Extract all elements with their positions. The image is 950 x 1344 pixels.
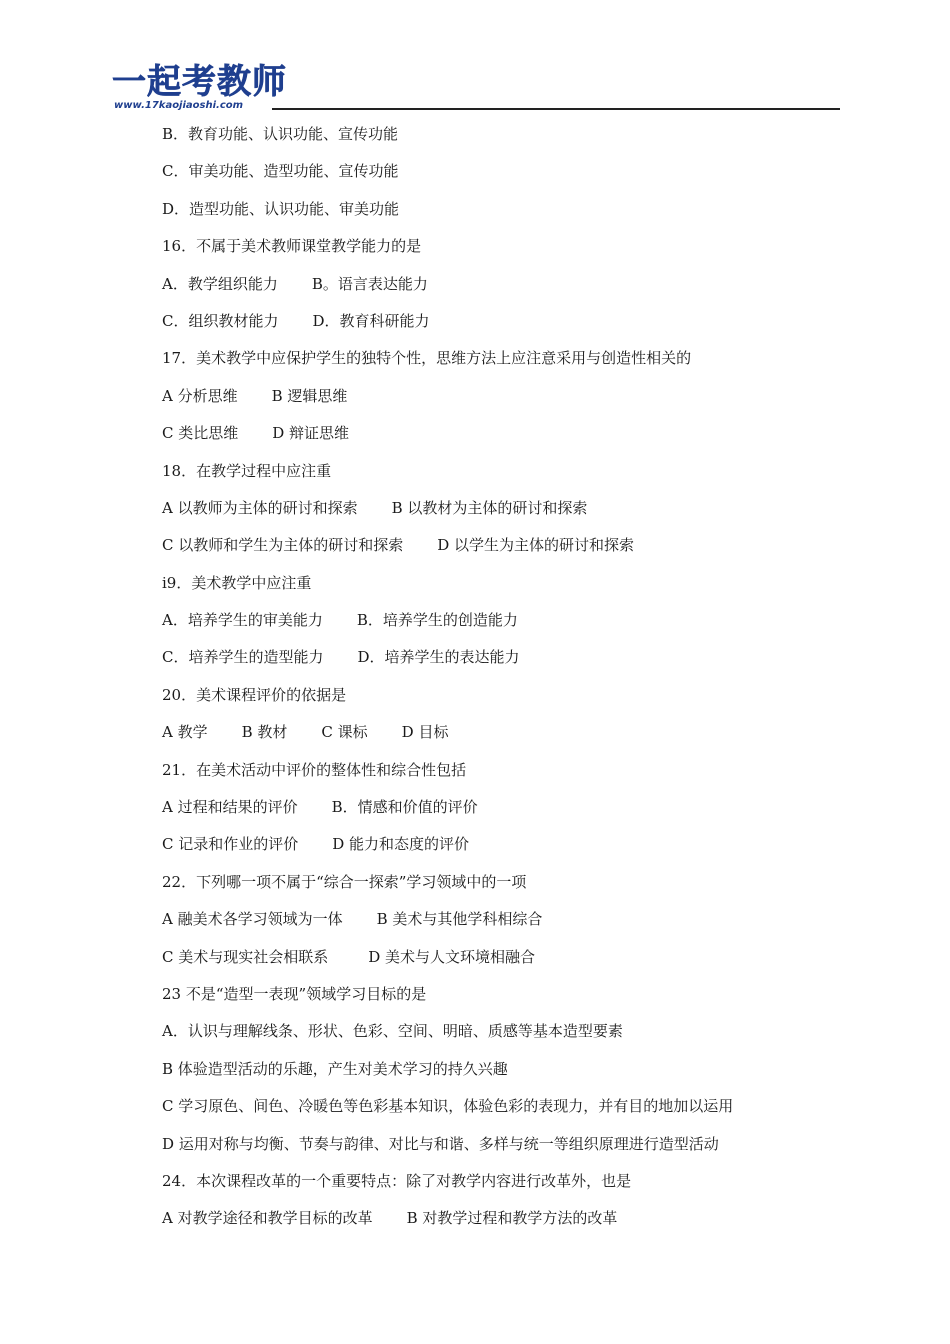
text-line: C．审美功能、造型功能、宣传功能 [162, 162, 399, 181]
option: B 逻辑思维 [271, 386, 348, 405]
option: A 分析思维 [162, 386, 238, 405]
option: A 教学 [162, 723, 208, 742]
option: B 教材 [241, 723, 288, 742]
option: C 美术与现实社会相联系 [162, 947, 329, 966]
question-stem: 22．下列哪一项不属于“综合一探索”学习领域中的一项 [162, 872, 527, 891]
question-content [162, 122, 862, 1244]
option: B．培养学生的创造能力 [356, 611, 518, 630]
option: A．培养学生的审美能力 [162, 611, 323, 630]
option-row [162, 1206, 862, 1243]
option-row [162, 1094, 862, 1131]
option: D 运用对称与均衡、节奏与韵律、对比与和谐、多样与统一等组织原理进行造型活动 [162, 1134, 719, 1153]
option-row [162, 1057, 862, 1094]
option: C 学习原色、间色、冷暖色等色彩基本知识，体验色彩的表现力，并有目的地加以运用 [162, 1097, 734, 1116]
option-row [162, 309, 862, 346]
option: A 过程和结果的评价 [162, 798, 298, 817]
option: B．情感和价值的评价 [331, 798, 478, 817]
option-row [162, 1019, 862, 1056]
option: A 以教师为主体的研讨和探索 [162, 498, 358, 517]
option-row [162, 645, 862, 682]
option-row [162, 533, 862, 570]
option: C 以教师和学生为主体的研讨和探索 [162, 536, 404, 555]
question-stem: 18．在教学过程中应注重 [162, 461, 332, 480]
option: A 对教学途径和教学目标的改革 [162, 1209, 373, 1228]
option: B 以教材为主体的研讨和探索 [391, 498, 588, 517]
text-line: B．教育功能、认识功能、宣传功能 [162, 125, 399, 143]
header-divider [272, 108, 840, 110]
question-stem: 20．美术课程评价的依据是 [162, 685, 347, 704]
text-line: D．造型功能、认识功能、审美功能 [162, 199, 400, 218]
option: A．教学组织能力 [162, 274, 278, 293]
option-row [162, 421, 862, 458]
question-stem: i9．美术教学中应注重 [162, 573, 312, 592]
option: C．组织教材能力 [162, 311, 279, 330]
option: D 辩证思维 [272, 424, 350, 443]
option-row [162, 1132, 862, 1169]
option: D 美术与人文环境相融合 [368, 947, 536, 966]
question-stem: 21．在美术活动中评价的整体性和综合性包括 [162, 760, 467, 779]
option: D 以学生为主体的研讨和探索 [437, 536, 635, 555]
option-row [162, 945, 862, 982]
question-stem: 16．不属于美术教师课堂教学能力的是 [162, 237, 422, 256]
option: D 目标 [401, 723, 449, 742]
option: B 体验造型活动的乐趣，产生对美术学习的持久兴趣 [162, 1059, 508, 1078]
question-stem: 23 不是“造型一表现”领域学习目标的是 [162, 984, 427, 1003]
option-row [162, 272, 862, 309]
option-row [162, 907, 862, 944]
option: D．教育科研能力 [312, 311, 430, 330]
option: A 融美术各学习领域为一体 [162, 910, 343, 929]
page-header [112, 62, 840, 112]
option: A．认识与理解线条、形状、色彩、空间、明暗、质感等基本造型要素 [162, 1022, 623, 1041]
option-row [162, 608, 862, 645]
option: B 对教学过程和教学方法的改革 [406, 1209, 618, 1228]
option: B。语言表达能力 [311, 274, 428, 293]
question-stem: 24．本次课程改革的一个重要特点：除了对教学内容进行改革外，也是 [162, 1171, 632, 1190]
option-row [162, 384, 862, 421]
option: B 美术与其他学科相综合 [376, 910, 543, 929]
option: C 类比思维 [162, 424, 239, 443]
question-stem: 17．美术教学中应保护学生的独特个性，思维方法上应注意采用与创造性相关的 [162, 349, 692, 368]
option-row [162, 795, 862, 832]
option: D．培养学生的表达能力 [357, 648, 520, 667]
option: C．培养学生的造型能力 [162, 648, 324, 667]
logo-text: 一起考教师 [112, 62, 287, 102]
option: C 记录和作业的评价 [162, 835, 299, 854]
logo-url[interactable]: www.17kaojiaoshi.com [114, 100, 244, 111]
option-row [162, 832, 862, 869]
option-row [162, 720, 862, 757]
option: D 能力和态度的评价 [332, 835, 470, 854]
option-row [162, 496, 862, 533]
option: C 课标 [321, 723, 368, 742]
